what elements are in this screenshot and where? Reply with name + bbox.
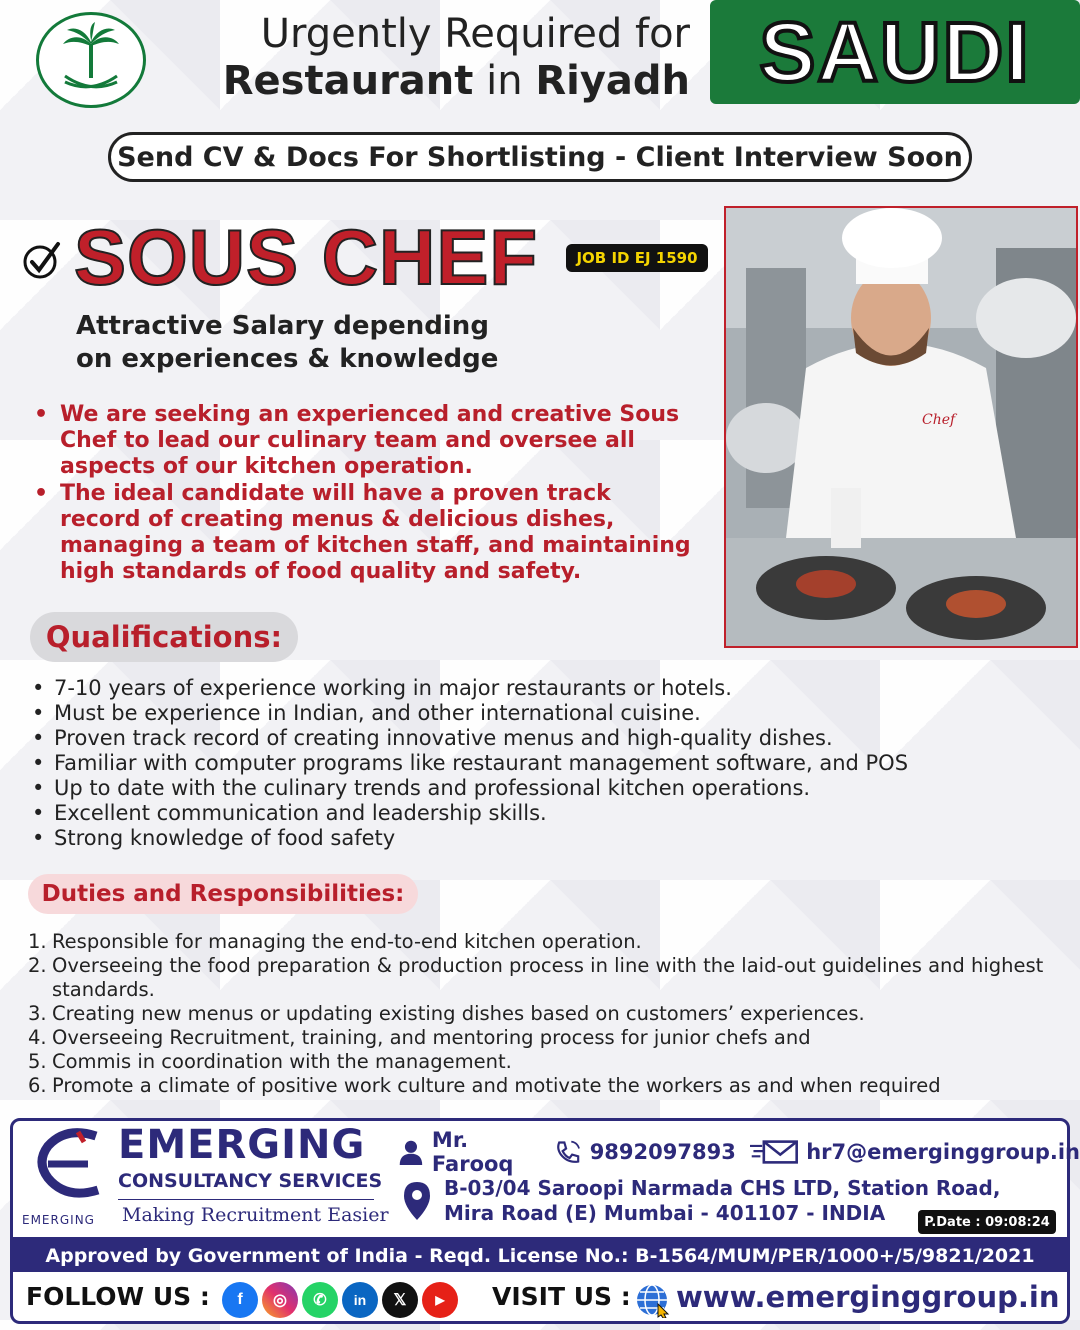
list-item: • Proven track record of creating innovative menus and high-quality dishes.	[32, 726, 1072, 751]
headline-riyadh: Riyadh	[535, 58, 690, 104]
item-text: Commis in coordination with the management.	[52, 1050, 512, 1073]
company-name: EMERGING	[118, 1122, 366, 1168]
salary-line2: on experiences & knowledge	[76, 344, 499, 374]
item-number: 3.	[28, 1002, 47, 1025]
item-text: Creating new menus or updating existing dishes based on customers’ experiences.	[52, 1002, 865, 1025]
emerging-e-logo-icon	[26, 1126, 116, 1206]
item-number: 1.	[28, 930, 47, 953]
chef-embroidery-text: Chef	[922, 412, 956, 428]
website-link[interactable]: www.emerginggroup.in	[676, 1280, 1060, 1314]
company-subtitle: CONSULTANCY SERVICES	[118, 1170, 383, 1192]
intro-item: • We are seeking an experienced and creative Sous Chef to lead our culinary team and oversee all aspects of our kitchen operation.	[32, 402, 692, 480]
company-motto: Making Recruitment Easier	[122, 1204, 389, 1226]
checkbox-check-icon	[22, 240, 62, 280]
headline-restaurant: Restaurant	[222, 58, 474, 104]
phone-link[interactable]: 9892097893	[589, 1140, 736, 1164]
palm-swords-icon	[51, 20, 131, 100]
list-item: • Up to date with the culinary trends and professional kitchen operations.	[32, 776, 1072, 801]
post-date-badge: P.Date : 09:08:24	[918, 1210, 1056, 1234]
x-icon[interactable]: 𝕏	[382, 1282, 418, 1318]
list-item	[28, 1050, 1068, 1074]
country-banner	[710, 0, 1080, 104]
headline-in: in	[473, 58, 536, 104]
license-bar: Approved by Government of India - Reqd. License No.: B-1564/MUM/PER/1000+/5/9821/2021	[10, 1240, 1070, 1272]
list-item: • Strong knowledge of food safety	[32, 826, 1072, 851]
list-item: • Must be experience in Indian, and other international cuisine.	[32, 701, 1072, 726]
address-line1: B-03/04 Saroopi Narmada CHS LTD, Station Road,	[444, 1176, 1001, 1200]
country-text: SAUDI	[759, 4, 1031, 99]
list-item: • Familiar with computer programs like restaurant management software, and POS	[32, 751, 1072, 776]
divider	[118, 1199, 374, 1200]
contact-row	[398, 1128, 1080, 1176]
item-text: Overseeing the food preparation & production process in line with the laid-out guidelines and highest standards.	[52, 954, 1044, 1001]
job-intro-list	[32, 402, 692, 586]
linkedin-icon[interactable]: in	[342, 1282, 378, 1318]
person-icon	[398, 1137, 424, 1167]
facebook-icon[interactable]: f	[222, 1282, 258, 1318]
job-title: SOUS CHEF	[74, 213, 539, 301]
qualifications-heading: Qualifications:	[30, 612, 298, 662]
visit-label: VISIT US :	[492, 1282, 631, 1311]
list-item: • Excellent communication and leadership skills.	[32, 801, 1072, 826]
headline-line2	[160, 56, 690, 106]
duties-list	[28, 930, 1068, 1098]
cta-banner: Send CV & Docs For Shortlisting - Client Interview Soon	[108, 132, 972, 182]
location-pin-icon	[402, 1180, 432, 1224]
whatsapp-icon[interactable]: ✆	[302, 1282, 338, 1318]
saudi-emblem-logo	[36, 12, 146, 108]
item-number: 5.	[28, 1050, 47, 1073]
social-icons	[222, 1282, 458, 1318]
follow-label: FOLLOW US :	[26, 1282, 210, 1311]
address-line2: Mira Road (E) Mumbai - 401107 - INDIA	[444, 1201, 886, 1225]
list-item	[28, 1074, 1068, 1098]
list-item: • 7-10 years of experience working in major restaurants or hotels.	[32, 676, 1072, 701]
item-text: Overseeing Recruitment, training, and mentoring process for junior chefs and	[52, 1026, 811, 1049]
duties-heading: Duties and Responsibilities:	[28, 874, 418, 914]
logo-tagline: EMERGING	[22, 1213, 95, 1227]
job-id-badge: JOB ID EJ 1590	[566, 244, 708, 272]
list-item	[28, 930, 1068, 954]
email-icon	[750, 1137, 798, 1167]
salary-line1: Attractive Salary depending	[76, 311, 489, 341]
globe-icon	[634, 1282, 670, 1318]
item-number: 6.	[28, 1074, 47, 1097]
contact-name: Mr. Farooq	[431, 1128, 514, 1176]
salary-text	[76, 310, 636, 376]
headline-line1: Urgently Required for	[260, 11, 690, 57]
instagram-icon[interactable]: ◎	[262, 1282, 298, 1318]
email-link[interactable]: hr7@emerginggroup.in	[806, 1140, 1080, 1164]
list-item	[28, 954, 1068, 1002]
item-number: 2.	[28, 954, 47, 977]
item-text: Promote a climate of positive work culture and motivate the workers as and when required	[52, 1074, 941, 1097]
phone-icon	[554, 1137, 582, 1167]
item-number: 4.	[28, 1026, 47, 1049]
chef-photo	[724, 206, 1078, 648]
qualifications-list	[32, 676, 1072, 851]
list-item	[28, 1002, 1068, 1026]
list-item	[28, 1026, 1068, 1050]
item-text: Responsible for managing the end-to-end kitchen operation.	[52, 930, 642, 953]
youtube-icon[interactable]: ▶	[422, 1282, 458, 1318]
intro-item: • The ideal candidate will have a proven track record of creating menus & delicious dishes, managing a team of kitchen staff, and maintaining high standards of food quality and safety.	[32, 481, 692, 585]
